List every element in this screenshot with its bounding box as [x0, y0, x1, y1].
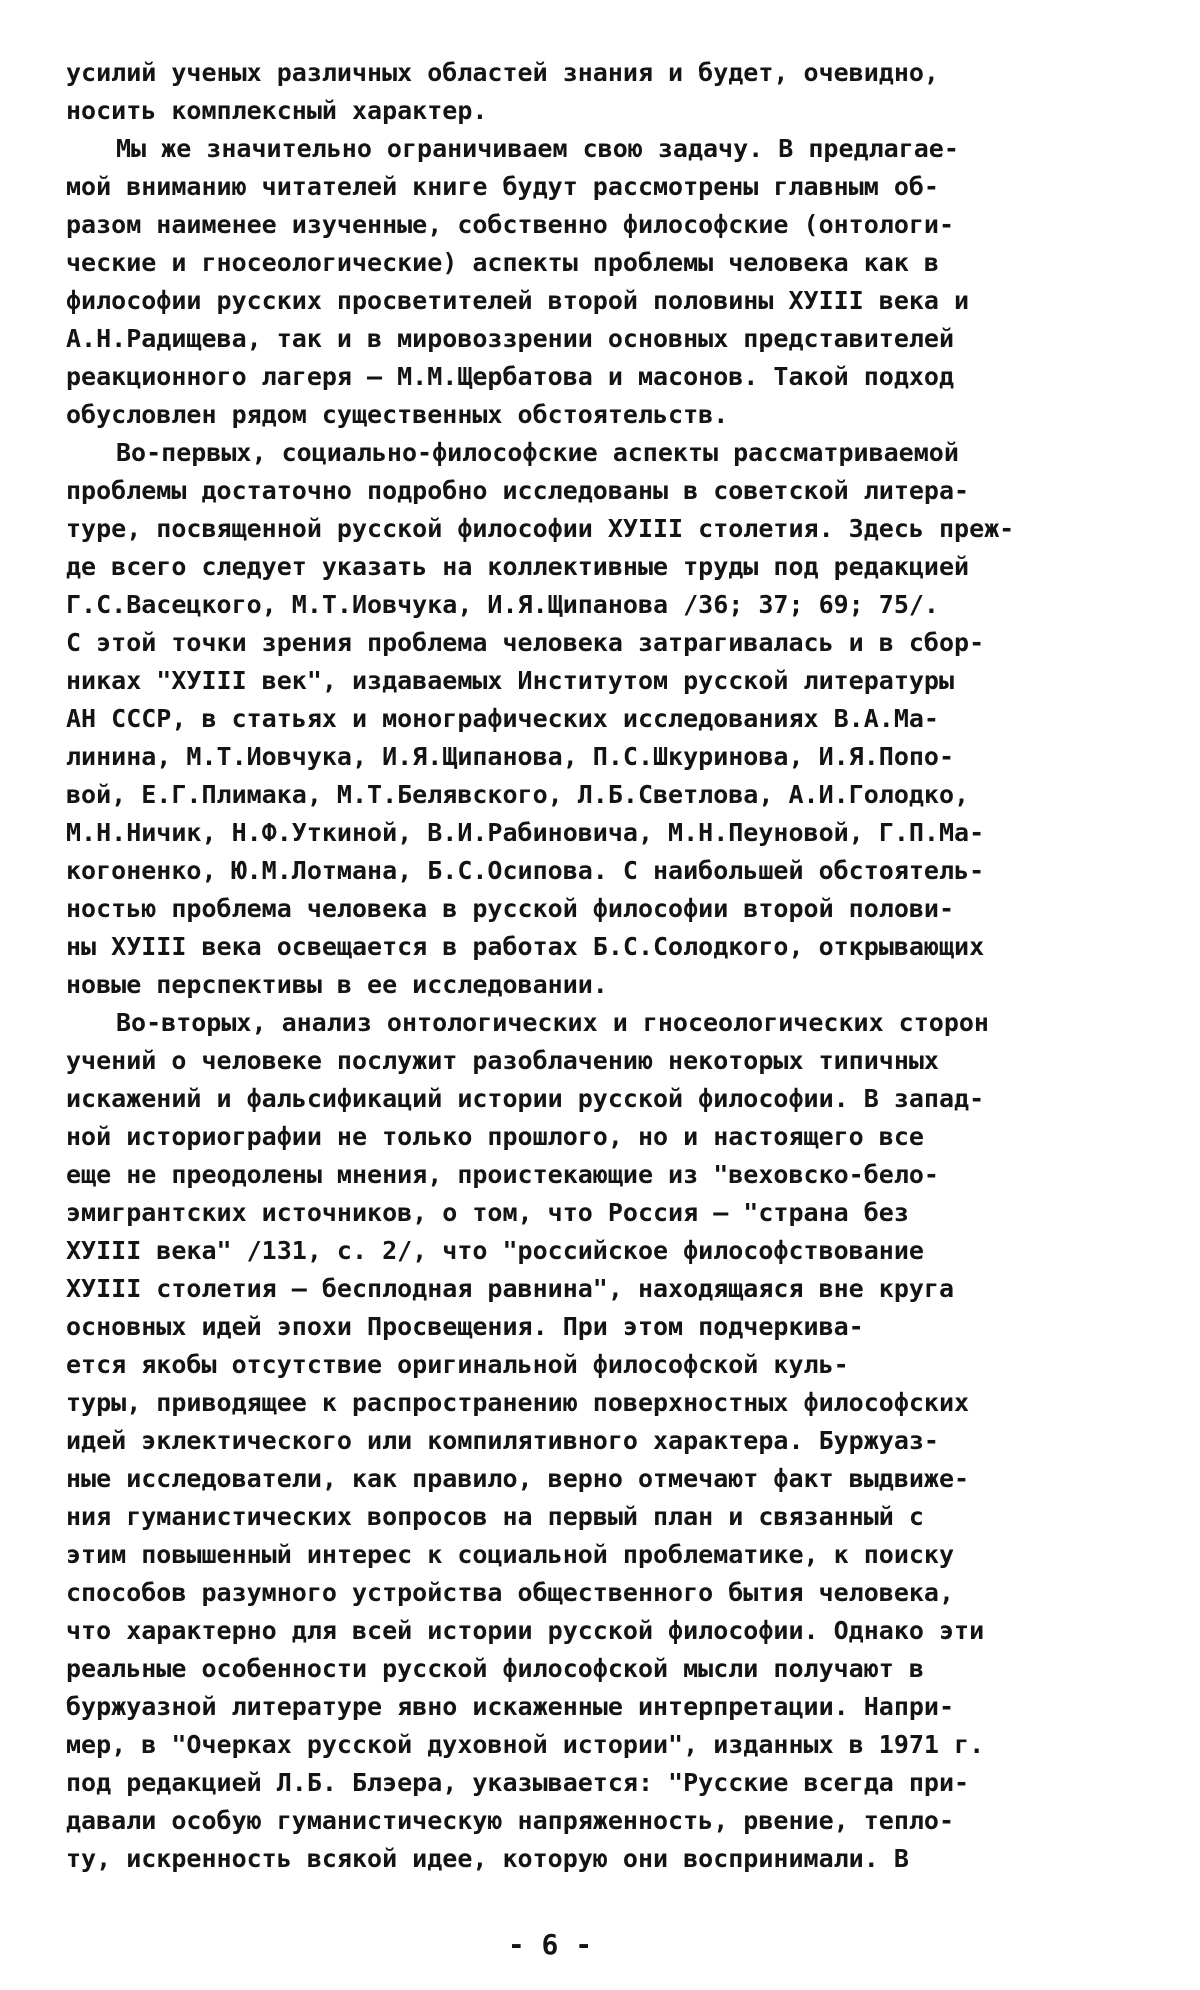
- text-line: никах "ХУIII век", издаваемых Институтом русской литературы: [66, 666, 955, 695]
- text-line: линина, М.Т.Иовчука, И.Я.Щипанова, П.С.Шкуринова, И.Я.Попо-: [66, 742, 955, 771]
- text-line: когоненко, Ю.М.Лотмана, Б.С.Осипова. С наибольшей обстоятель-: [66, 856, 985, 885]
- text-line: искажений и фальсификаций истории русской философии. В запад-: [66, 1084, 985, 1113]
- text-line: проблемы достаточно подробно исследованы в советской литера-: [66, 476, 970, 505]
- text-line: этим повышенный интерес к социальной проблематике, к поиску: [66, 1540, 955, 1569]
- text-line: буржуазной литературе явно искаженные интерпретации. Напри-: [66, 1692, 955, 1721]
- text-line: туры, приводящее к распространению поверхностных философских: [66, 1388, 970, 1417]
- text-line: еще не преодолены мнения, проистекающие из "веховско-бело-: [66, 1160, 939, 1189]
- body-text: [66, 54, 1146, 1878]
- text-line: С этой точки зрения проблема человека затрагивалась и в сбор-: [66, 628, 985, 657]
- text-line: мой вниманию читателей книге будут рассмотрены главным об-: [66, 172, 939, 201]
- paragraph-start-line: Мы же значительно ограничиваем свою задачу. В предлагае-: [116, 134, 959, 163]
- text-line: реальные особенности русской философской мысли получают в: [66, 1654, 924, 1683]
- text-line: философии русских просветителей второй половины ХУIII века и: [66, 286, 970, 315]
- text-line: что характерно для всей истории русской философии. Однако эти: [66, 1616, 985, 1645]
- text-line: вой, Е.Г.Плимака, М.Т.Белявского, Л.Б.Светлова, А.И.Голодко,: [66, 780, 970, 809]
- text-line: АН СССР, в статьях и монографических исследованиях В.А.Ма-: [66, 704, 939, 733]
- text-line: носить комплексный характер.: [66, 96, 488, 125]
- paragraph-start-line: Во-первых, социально-философские аспекты рассматриваемой: [116, 438, 959, 467]
- text-line: ностью проблема человека в русской философии второй полови-: [66, 894, 955, 923]
- text-line: ной историографии не только прошлого, но и настоящего все: [66, 1122, 924, 1151]
- text-line: мер, в "Очерках русской духовной истории", изданных в 1971 г.: [66, 1730, 985, 1759]
- text-line: ХУIII столетия – бесплодная равнина", находящаяся вне круга: [66, 1274, 955, 1303]
- text-line: давали особую гуманистическую напряженность, рвение, тепло-: [66, 1806, 955, 1835]
- text-line: ния гуманистических вопросов на первый план и связанный с: [66, 1502, 924, 1531]
- page-number: - 6 -: [507, 1928, 593, 1961]
- text-line: учений о человеке послужит разоблачению некоторых типичных: [66, 1046, 939, 1075]
- text-line: способов разумного устройства общественного бытия человека,: [66, 1578, 955, 1607]
- text-line: де всего следует указать на коллективные труды под редакцией: [66, 552, 970, 581]
- text-line: идей эклектического или компилятивного характера. Буржуаз-: [66, 1426, 939, 1455]
- text-line: ту, искренность всякой идее, которую они воспринимали. В: [66, 1844, 909, 1873]
- text-line: туре, посвященной русской философии ХУIII столетия. Здесь преж-: [66, 514, 1015, 543]
- text-line: разом наименее изученные, собственно философские (онтологи-: [66, 210, 955, 239]
- text-line: ХУIII века" /131, с. 2/, что "российское философствование: [66, 1236, 924, 1265]
- text-line: М.Н.Ничик, Н.Ф.Уткиной, В.И.Рабиновича, М.Н.Пеуновой, Г.П.Ма-: [66, 818, 985, 847]
- text-line: основных идей эпохи Просвещения. При этом подчеркива-: [66, 1312, 864, 1341]
- text-line: новые перспективы в ее исследовании.: [66, 970, 608, 999]
- text-line: обусловлен рядом существенных обстоятельств.: [66, 400, 729, 429]
- text-line: под редакцией Л.Б. Блэера, указывается: "Русские всегда при-: [66, 1768, 970, 1797]
- text-line: ется якобы отсутствие оригинальной философской куль-: [66, 1350, 849, 1379]
- text-line: ческие и гносеологические) аспекты проблемы человека как в: [66, 248, 939, 277]
- paragraph-start-line: Во-вторых, анализ онтологических и гносеологических сторон: [116, 1008, 989, 1037]
- text-line: А.Н.Радищева, так и в мировоззрении основных представителей: [66, 324, 955, 353]
- text-line: Г.С.Васецкого, М.Т.Иовчука, И.Я.Щипанова /36; 37; 69; 75/.: [66, 590, 939, 619]
- text-line: ны ХУIII века освещается в работах Б.С.Солодкого, открывающих: [66, 932, 985, 961]
- text-line: эмигрантских источников, о том, что Россия – "страна без: [66, 1198, 909, 1227]
- text-line: усилий ученых различных областей знания и будет, очевидно,: [66, 58, 939, 87]
- text-line: ные исследователи, как правило, верно отмечают факт выдвиже-: [66, 1464, 970, 1493]
- text-line: реакционного лагеря – М.М.Щербатова и масонов. Такой подход: [66, 362, 955, 391]
